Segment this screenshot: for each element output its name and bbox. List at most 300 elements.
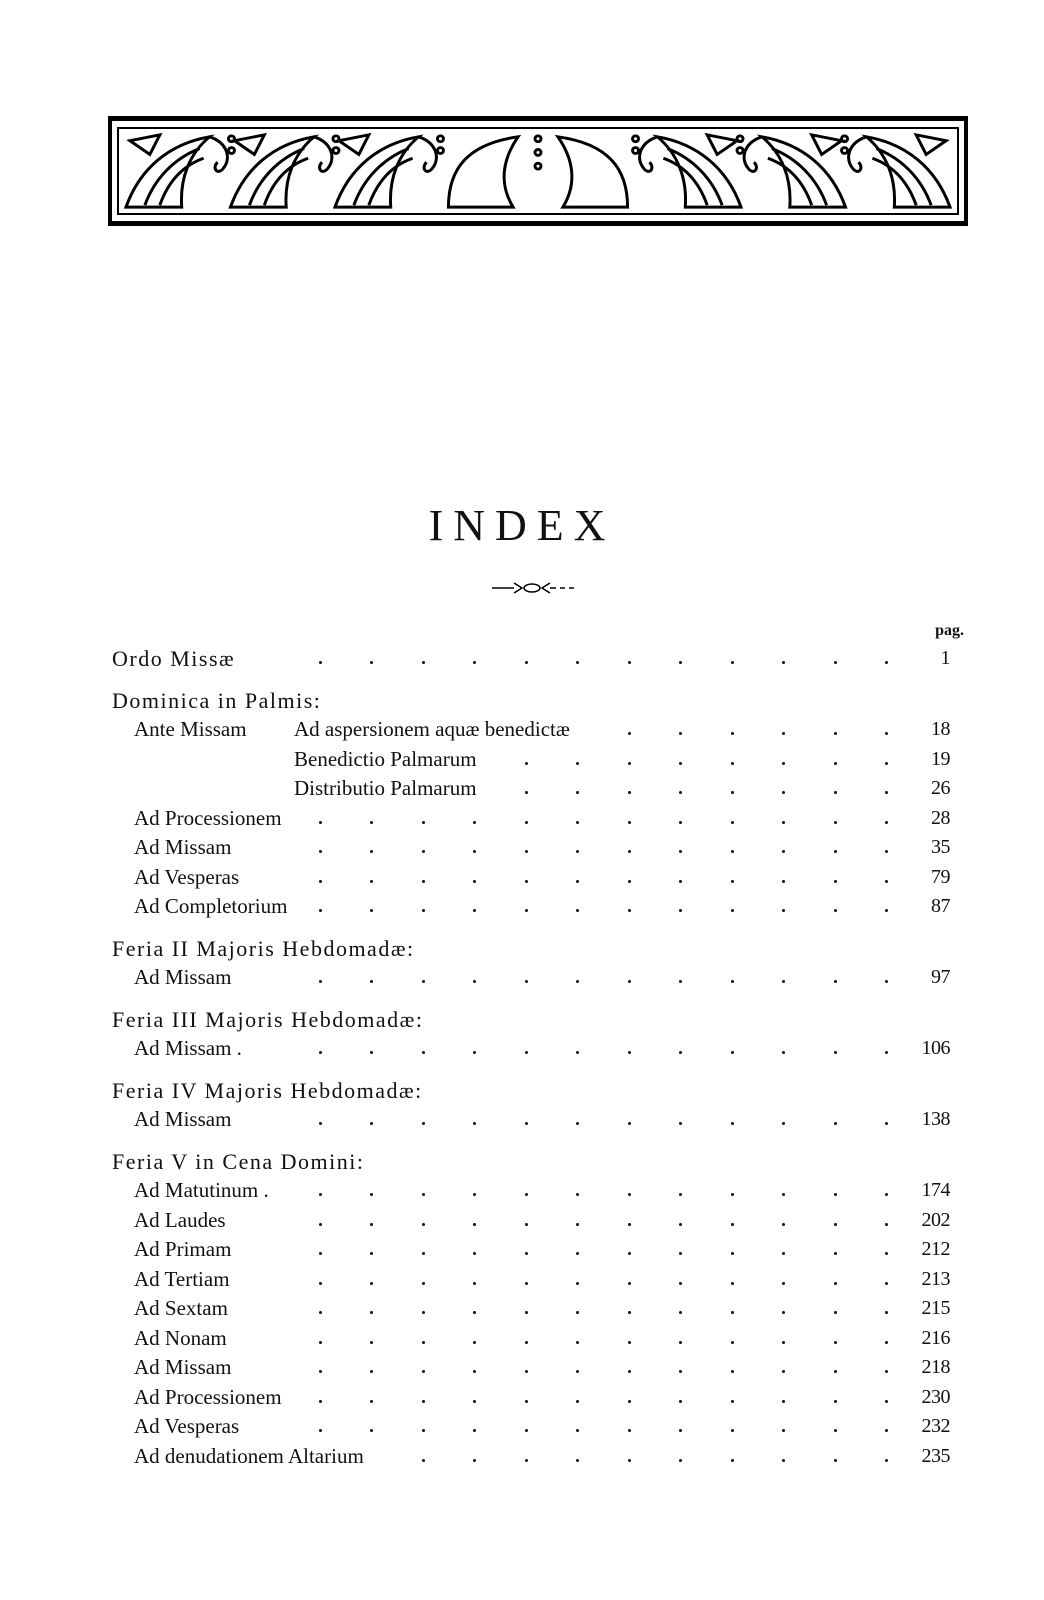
page-number: 28 (931, 806, 950, 829)
leader-dot (834, 791, 837, 794)
toc-entry[interactable] (112, 863, 970, 893)
leader-dot (782, 661, 785, 664)
leader-dot (422, 1429, 425, 1432)
leader-dot (885, 880, 888, 883)
toc-section-heading (112, 1005, 970, 1035)
leader-dot (731, 1400, 734, 1403)
leader-dot (473, 850, 476, 853)
leader-dot (525, 1459, 528, 1462)
entry-label: Ad Completorium (134, 894, 288, 918)
page-column-label: pag. (935, 622, 964, 639)
fleuron-icon (492, 582, 574, 594)
leader-dot (525, 850, 528, 853)
toc-section-heading (112, 1147, 970, 1177)
leader-dot (576, 850, 579, 853)
leader-dot (834, 1429, 837, 1432)
leader-dot (782, 909, 785, 912)
leader-dot (731, 1429, 734, 1432)
leader-dot (576, 1193, 579, 1196)
leader-dot (370, 909, 373, 912)
leader-dot (834, 1282, 837, 1285)
toc-entry[interactable] (112, 1206, 970, 1236)
leader-dot (731, 1370, 734, 1373)
leader-dot (885, 1459, 888, 1462)
page-number: 213 (921, 1267, 950, 1290)
section-heading-label: Feria V in Cena Domini: (112, 1148, 365, 1174)
leader-dot (525, 661, 528, 664)
leader-dot (834, 980, 837, 983)
leader-dot (370, 1193, 373, 1196)
leader-dot (319, 661, 322, 664)
toc-entry[interactable] (112, 1412, 970, 1442)
toc-entry[interactable] (112, 1176, 970, 1206)
leader-dot (885, 1051, 888, 1054)
dot-leader (112, 1353, 970, 1383)
leader-dot (473, 1400, 476, 1403)
leader-dot (628, 980, 631, 983)
toc-entry[interactable] (112, 774, 970, 804)
leader-dot (576, 791, 579, 794)
dot-leader (112, 1412, 970, 1442)
leader-dot (422, 1193, 425, 1196)
leader-dot (576, 909, 579, 912)
leader-dot (576, 1341, 579, 1344)
entry-label: Ad Tertiam (134, 1266, 230, 1291)
leader-dot (370, 1122, 373, 1125)
toc-entry[interactable] (112, 892, 970, 922)
leader-dot (576, 1282, 579, 1285)
leader-dot (731, 1282, 734, 1285)
leader-dot (679, 980, 682, 983)
toc-section-heading (112, 1076, 970, 1106)
dot-leader (112, 833, 970, 863)
dot-leader (112, 1294, 970, 1324)
leader-dot (473, 1051, 476, 1054)
entry-label: Ad Processionem (134, 805, 282, 830)
leader-dot (576, 1429, 579, 1432)
leader-dot (885, 661, 888, 664)
leader-dot (473, 1459, 476, 1462)
leader-dot (782, 1370, 785, 1373)
leader-dot (525, 1282, 528, 1285)
leader-dot (679, 661, 682, 664)
leader-dot (679, 1122, 682, 1125)
leader-dot (731, 661, 734, 664)
leader-dot (473, 980, 476, 983)
leader-dot (628, 791, 631, 794)
leader-dot (473, 909, 476, 912)
leader-dot (319, 1051, 322, 1054)
leader-dot (525, 1051, 528, 1054)
leader-dot (679, 821, 682, 824)
leader-dot (782, 821, 785, 824)
leader-dot (525, 1429, 528, 1432)
leader-dot (679, 850, 682, 853)
toc-entry[interactable] (112, 1324, 970, 1354)
dot-leader (112, 863, 970, 893)
leader-dot (834, 909, 837, 912)
toc-entry[interactable] (112, 1383, 970, 1413)
leader-dot (782, 1282, 785, 1285)
leader-dot (319, 1223, 322, 1226)
page-number: 235 (921, 1444, 950, 1467)
leader-dot (576, 1223, 579, 1226)
leader-dot (834, 762, 837, 765)
dot-leader (112, 1442, 970, 1472)
page-number: 79 (931, 865, 950, 888)
leader-dot (628, 850, 631, 853)
leader-dot (782, 980, 785, 983)
leader-dot (679, 791, 682, 794)
leader-dot (782, 791, 785, 794)
leader-dot (370, 1341, 373, 1344)
leader-dot (731, 880, 734, 883)
leader-dot (319, 1311, 322, 1314)
leader-dot (628, 1429, 631, 1432)
leader-dot (731, 1341, 734, 1344)
leader-dot (782, 1252, 785, 1255)
leader-dot (525, 1370, 528, 1373)
leader-dot (525, 1223, 528, 1226)
leader-dot (628, 909, 631, 912)
page-number: 230 (921, 1385, 950, 1408)
toc-section-heading (112, 934, 970, 964)
leader-dot (731, 909, 734, 912)
entry-label: Benedictio Palmarum (294, 746, 477, 771)
leader-dot (576, 980, 579, 983)
leader-dot (782, 1051, 785, 1054)
entry-label: Distributio Palmarum (294, 776, 477, 800)
leader-dot (628, 1341, 631, 1344)
leader-dot (422, 821, 425, 824)
leader-dot (576, 1370, 579, 1373)
entry-label: Ordo Missæ (112, 646, 236, 671)
dot-leader (112, 804, 970, 834)
leader-dot (628, 1051, 631, 1054)
leader-dot (885, 1223, 888, 1226)
page-number: 174 (921, 1179, 950, 1201)
leader-dot (422, 1122, 425, 1125)
leader-dot (679, 1341, 682, 1344)
ornamental-header-band (108, 116, 968, 226)
page-number: 97 (931, 966, 950, 988)
leader-dot (834, 1223, 837, 1226)
leader-dot (319, 909, 322, 912)
leader-dot (422, 1370, 425, 1373)
leader-dot (422, 1311, 425, 1314)
leader-dot (525, 762, 528, 765)
leader-dot (834, 850, 837, 853)
leader-dot (473, 880, 476, 883)
toc-entry[interactable] (112, 1235, 970, 1265)
leader-dot (628, 1459, 631, 1462)
leader-dot (319, 1252, 322, 1255)
leader-dot (525, 1311, 528, 1314)
page-number: 215 (921, 1297, 950, 1319)
section-heading-label: Feria IV Majoris Hebdomadæ: (112, 1077, 423, 1103)
toc-entry[interactable] (112, 963, 970, 993)
leader-dot (731, 791, 734, 794)
leader-dot (370, 1400, 373, 1403)
leader-dot (370, 880, 373, 883)
leader-dot (628, 821, 631, 824)
entry-label: Ad Missam (134, 835, 232, 859)
toc-entry[interactable] (112, 745, 970, 775)
leader-dot (731, 980, 734, 983)
leader-dot (473, 1223, 476, 1226)
toc-entry[interactable] (112, 1105, 970, 1135)
section-heading-label: Feria III Majoris Hebdomadæ: (112, 1006, 424, 1032)
entry-label: Ad Vesperas (134, 864, 240, 889)
leader-dot (731, 1459, 734, 1462)
leader-dot (834, 1122, 837, 1125)
leader-dot (628, 732, 631, 735)
leader-dot (319, 1282, 322, 1285)
toc-entry[interactable] (112, 1353, 970, 1383)
leader-dot (679, 1370, 682, 1373)
entry-label: Ad denudationem Altarium (134, 1443, 364, 1468)
leader-dot (319, 980, 322, 983)
leader-dot (422, 1400, 425, 1403)
leader-dot (679, 1400, 682, 1403)
dot-leader (112, 1383, 970, 1413)
leader-dot (525, 909, 528, 912)
entry-label: Ad Missam (134, 1355, 232, 1379)
leader-dot (731, 1122, 734, 1125)
leader-dot (679, 1051, 682, 1054)
leader-dot (473, 1341, 476, 1344)
entry-label: Ad Missam . (134, 1036, 242, 1060)
dot-leader (112, 1324, 970, 1354)
leader-dot (576, 821, 579, 824)
leader-dot (731, 850, 734, 853)
leader-dot (885, 1341, 888, 1344)
leader-dot (731, 1051, 734, 1054)
dot-leader (112, 1034, 970, 1064)
table-of-contents (112, 622, 970, 1471)
leader-dot (422, 980, 425, 983)
leader-dot (679, 1429, 682, 1432)
leader-dot (628, 1370, 631, 1373)
leader-dot (628, 1193, 631, 1196)
leader-dot (319, 1429, 322, 1432)
leader-dot (319, 821, 322, 824)
leader-dot (885, 1122, 888, 1125)
leader-dot (834, 1193, 837, 1196)
page-number: 232 (921, 1415, 950, 1437)
dot-leader (112, 1265, 970, 1295)
leader-dot (679, 1459, 682, 1462)
page-number: 26 (931, 777, 950, 799)
leader-dot (731, 762, 734, 765)
entry-label: Ad Matutinum . (134, 1178, 269, 1202)
leader-dot (525, 1122, 528, 1125)
leader-dot (525, 1341, 528, 1344)
leader-dot (525, 1400, 528, 1403)
dot-leader (112, 1176, 970, 1206)
toc-entry[interactable] (112, 1034, 970, 1064)
leader-dot (885, 909, 888, 912)
toc-entry[interactable] (112, 715, 970, 745)
leader-dot (731, 732, 734, 735)
leader-dot (370, 821, 373, 824)
page-number: 35 (931, 836, 950, 858)
leader-dot (628, 762, 631, 765)
leader-dot (679, 732, 682, 735)
leader-dot (319, 850, 322, 853)
leader-dot (473, 661, 476, 664)
leader-dot (885, 821, 888, 824)
leader-dot (679, 880, 682, 883)
leader-dot (885, 732, 888, 735)
leader-dot (319, 880, 322, 883)
leader-dot (370, 1282, 373, 1285)
leader-dot (525, 1252, 528, 1255)
leader-dot (576, 1400, 579, 1403)
leader-dot (370, 661, 373, 664)
leader-dot (370, 1051, 373, 1054)
page-number: 1 (940, 647, 950, 669)
page-number: 106 (921, 1037, 950, 1059)
leader-dot (731, 1193, 734, 1196)
leader-dot (473, 1282, 476, 1285)
leader-dot (319, 1370, 322, 1373)
leader-dot (422, 1223, 425, 1226)
dot-leader (112, 1235, 970, 1265)
leader-dot (834, 1311, 837, 1314)
leader-dot (370, 980, 373, 983)
leader-dot (834, 1459, 837, 1462)
leader-dot (885, 1282, 888, 1285)
leader-dot (834, 821, 837, 824)
leader-dot (473, 1122, 476, 1125)
leader-dot (628, 1311, 631, 1314)
leader-dot (473, 1429, 476, 1432)
leader-dot (679, 1252, 682, 1255)
leader-dot (319, 1193, 322, 1196)
leader-dot (679, 1193, 682, 1196)
page-number: 87 (931, 895, 950, 917)
leader-dot (576, 1459, 579, 1462)
leader-dot (834, 661, 837, 664)
entry-label: Ad Missam (134, 965, 232, 989)
leader-dot (885, 1252, 888, 1255)
dot-leader (112, 745, 970, 775)
leader-dot (422, 850, 425, 853)
leader-dot (679, 909, 682, 912)
leader-dot (834, 1400, 837, 1403)
leader-dot (525, 880, 528, 883)
leader-dot (422, 1459, 425, 1462)
leader-dot (731, 821, 734, 824)
toc-section-heading (112, 686, 970, 716)
leader-dot (782, 732, 785, 735)
leader-dot (782, 1311, 785, 1314)
leader-dot (628, 1223, 631, 1226)
leader-dot (370, 1252, 373, 1255)
entry-label: Ad aspersionem aquæ benedictæ (294, 717, 570, 741)
toc-entry[interactable] (112, 1442, 970, 1472)
leader-dot (885, 1370, 888, 1373)
leader-dot (422, 1051, 425, 1054)
leader-dot (885, 1400, 888, 1403)
leader-dot (885, 850, 888, 853)
leader-dot (782, 1429, 785, 1432)
leader-dot (782, 880, 785, 883)
leader-dot (834, 732, 837, 735)
leader-dot (422, 1341, 425, 1344)
leader-dot (782, 1193, 785, 1196)
section-heading-label: Feria II Majoris Hebdomadæ: (112, 935, 415, 961)
leader-dot (422, 880, 425, 883)
leader-dot (782, 1459, 785, 1462)
section-heading-label: Dominica in Palmis: (112, 687, 322, 713)
leader-dot (628, 1252, 631, 1255)
page-number: 212 (921, 1238, 950, 1260)
toc-entry[interactable] (112, 644, 970, 674)
leader-dot (473, 1193, 476, 1196)
leader-dot (885, 1193, 888, 1196)
toc-entry[interactable] (112, 1294, 970, 1324)
leader-dot (834, 1051, 837, 1054)
leader-dot (628, 661, 631, 664)
leader-dot (422, 909, 425, 912)
leader-dot (576, 1311, 579, 1314)
page-number: 138 (921, 1108, 950, 1130)
leader-dot (370, 1370, 373, 1373)
leader-dot (782, 850, 785, 853)
leader-dot (782, 1122, 785, 1125)
leader-dot (370, 1311, 373, 1314)
leader-dot (473, 821, 476, 824)
leader-dot (319, 1341, 322, 1344)
leader-dot (370, 1223, 373, 1226)
entry-label: Ad Nonam (134, 1325, 227, 1350)
leader-dot (782, 762, 785, 765)
toc-entry[interactable] (112, 833, 970, 863)
dot-leader (112, 1105, 970, 1135)
leader-dot (885, 1311, 888, 1314)
entry-label: Ad Primam (134, 1237, 232, 1261)
leader-dot (782, 1223, 785, 1226)
leader-dot (525, 821, 528, 824)
leader-dot (679, 1311, 682, 1314)
leader-dot (628, 1400, 631, 1403)
leader-dot (319, 1122, 322, 1125)
dot-leader (112, 644, 970, 674)
leader-dot (576, 661, 579, 664)
acanthus-leaf-icon (120, 129, 956, 213)
leader-dot (319, 1400, 322, 1403)
leader-dot (370, 1429, 373, 1432)
leader-dot (731, 1223, 734, 1226)
toc-entry[interactable] (112, 1265, 970, 1295)
entry-label: Ad Missam (134, 1107, 232, 1131)
leader-dot (525, 980, 528, 983)
leader-dot (473, 1311, 476, 1314)
leader-dot (422, 661, 425, 664)
leader-dot (422, 1252, 425, 1255)
toc-entry[interactable] (112, 804, 970, 834)
page-title: INDEX (428, 501, 616, 550)
dot-leader (112, 963, 970, 993)
leader-dot (679, 1223, 682, 1226)
leader-dot (576, 1051, 579, 1054)
page-number: 19 (931, 747, 950, 770)
leader-dot (834, 1370, 837, 1373)
entry-label: Ad Vesperas (134, 1414, 240, 1438)
entry-label: Ad Sextam (134, 1296, 228, 1320)
